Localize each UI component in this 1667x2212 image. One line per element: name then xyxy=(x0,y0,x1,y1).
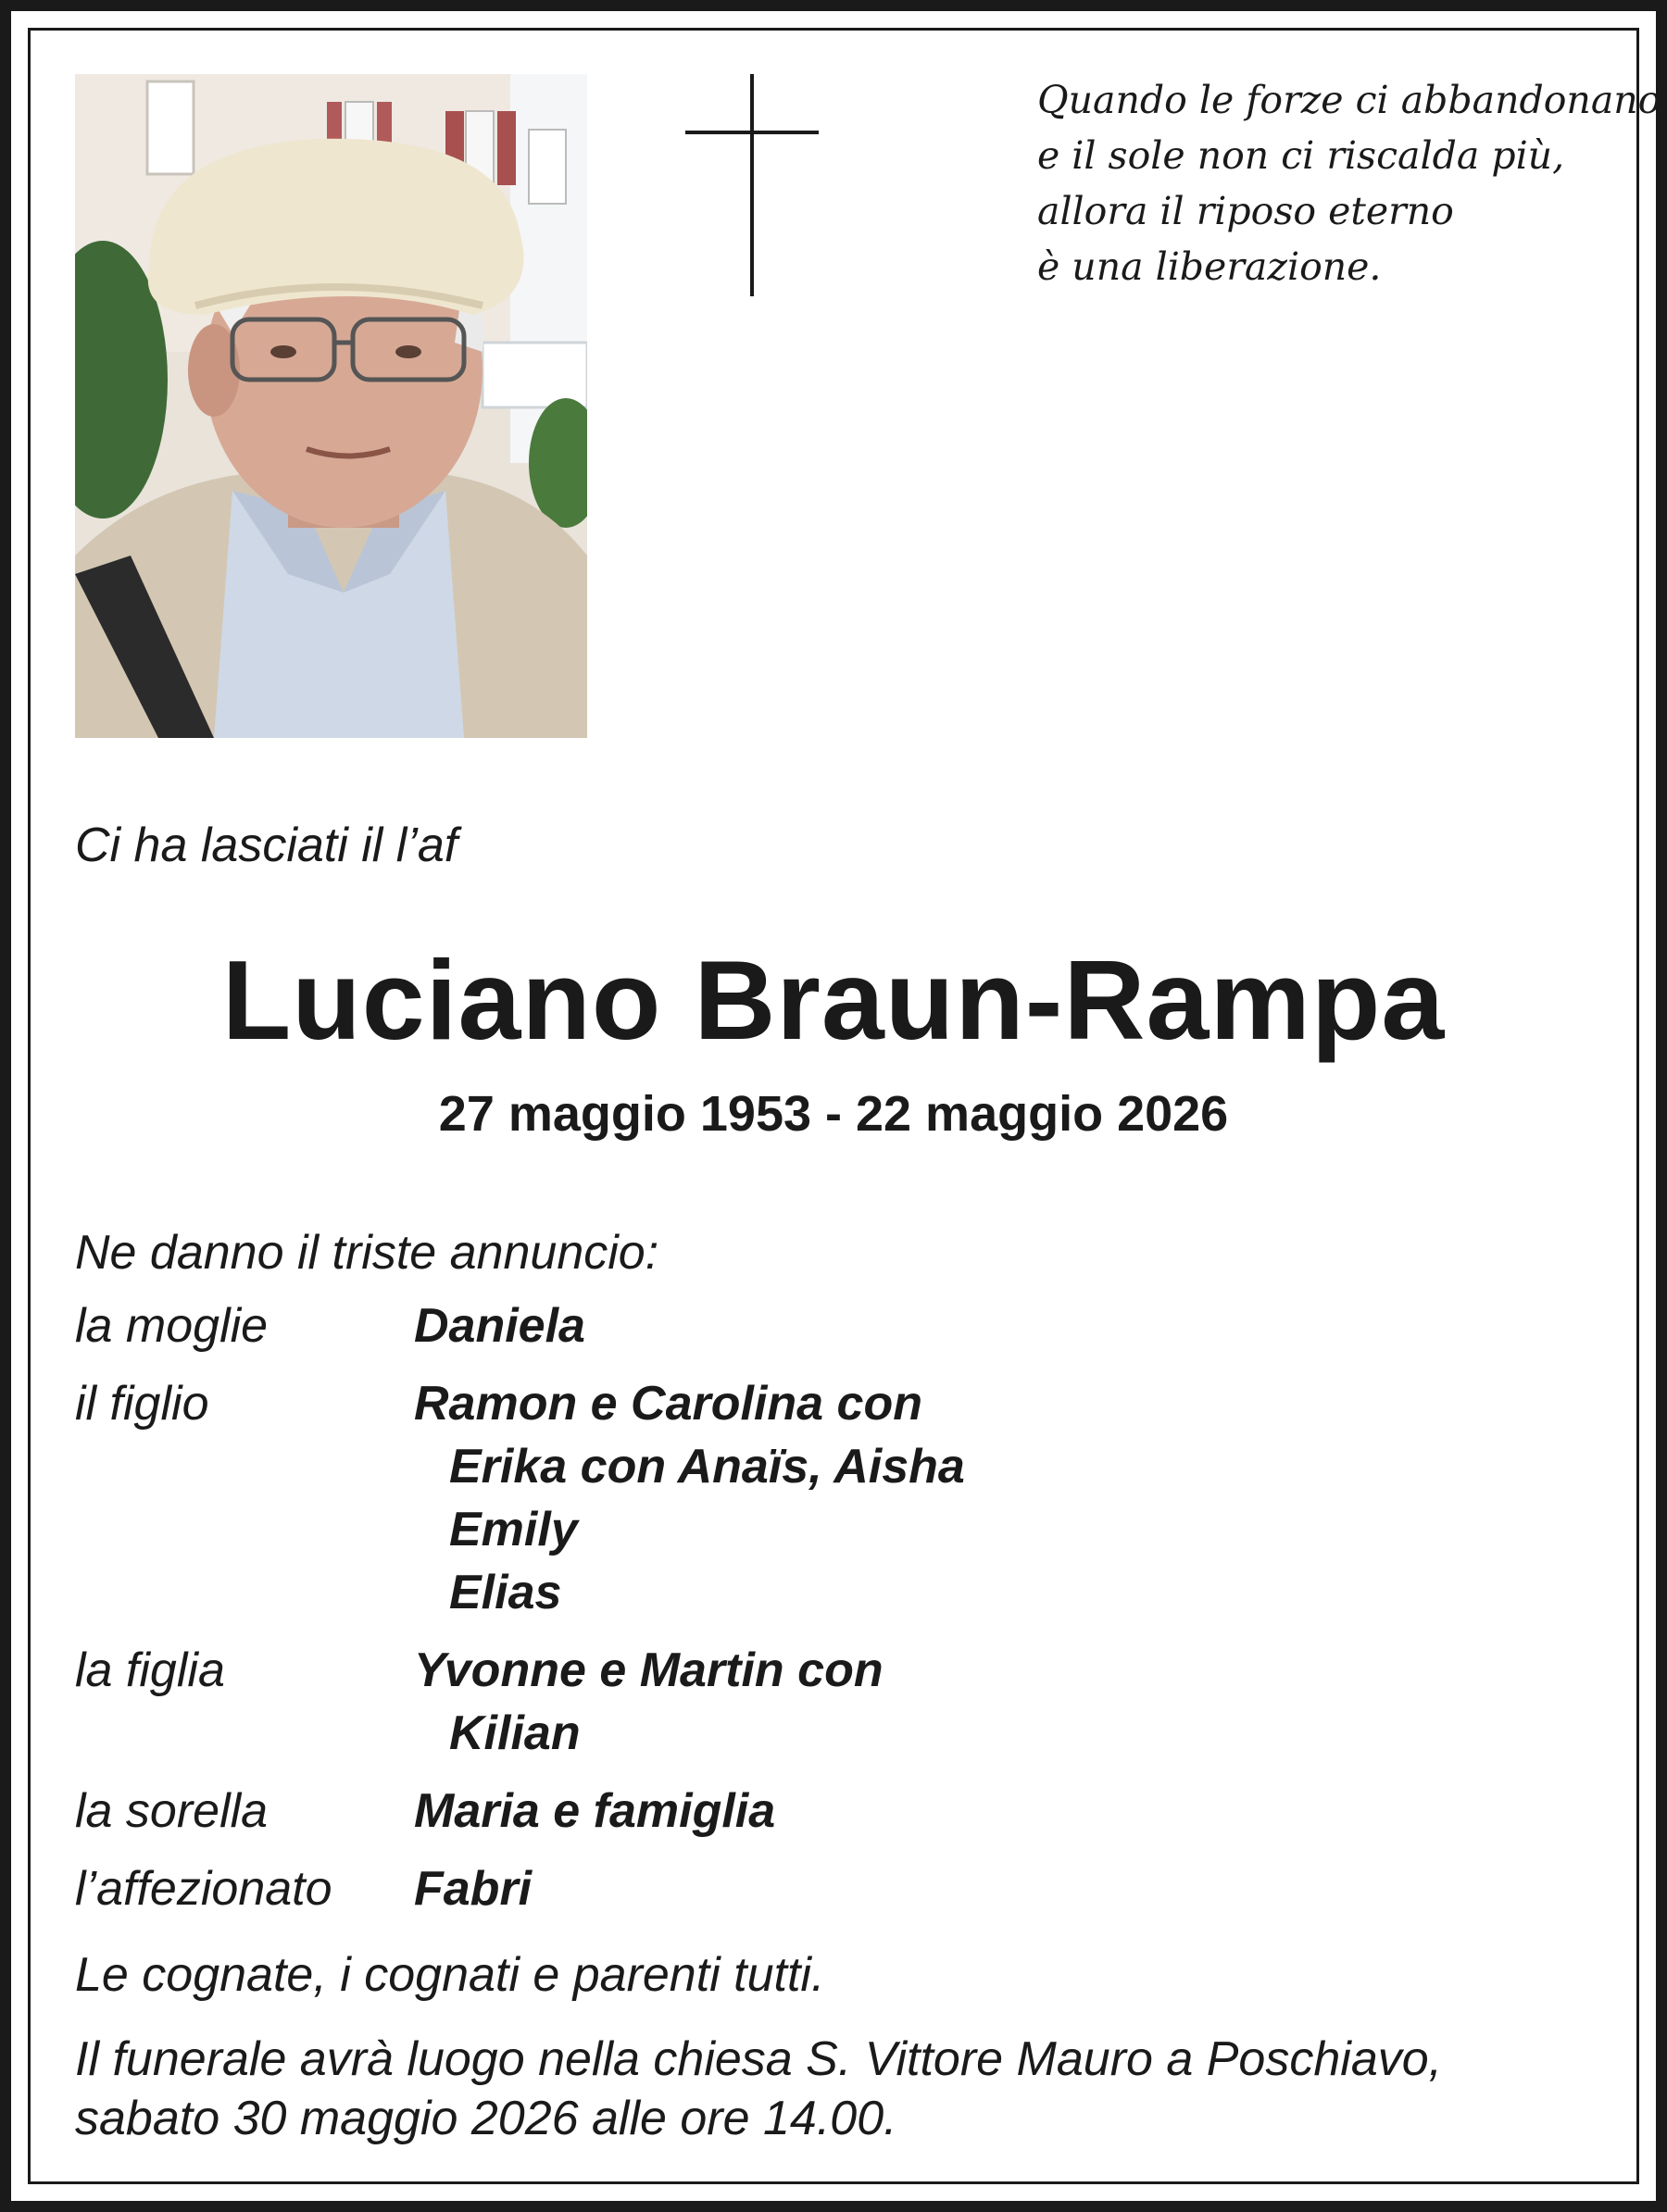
poem-line: e il sole non ci riscalda più, xyxy=(1037,133,1565,178)
intro-text: Ci ha lasciati il l’af xyxy=(75,819,458,872)
relation-label: la figlia xyxy=(75,1643,225,1697)
family-name: Daniela xyxy=(414,1299,585,1353)
cross-symbol xyxy=(685,74,819,296)
relation-label: la sorella xyxy=(75,1784,269,1838)
family-name: Erika con Anaïs, Aisha xyxy=(449,1440,965,1493)
family-name: Yvonne e Martin con xyxy=(414,1643,884,1697)
life-dates: 27 maggio 1953 - 22 maggio 2026 xyxy=(438,1086,1229,1142)
relation-names xyxy=(414,1294,585,1357)
poem-line: allora il riposo eterno xyxy=(1037,189,1454,233)
family-name: Emily xyxy=(449,1503,578,1556)
family-name: Ramon e Carolina con xyxy=(414,1377,922,1431)
family-row-friend xyxy=(75,1857,965,1920)
relation-label: il figlio xyxy=(75,1377,209,1431)
family-name: Elias xyxy=(449,1566,562,1619)
family-list xyxy=(75,1294,965,1920)
relation-label: l’affezionato xyxy=(75,1862,332,1916)
family-name: Maria e famiglia xyxy=(414,1784,776,1838)
relatives-text: Le cognate, i cognati e parenti tutti. xyxy=(75,1948,825,2002)
relation-names xyxy=(414,1780,775,1843)
portrait-photo xyxy=(75,74,587,738)
poem-line: è una liberazione. xyxy=(1037,244,1382,289)
cross-vertical-bar xyxy=(750,74,754,296)
poem xyxy=(1037,72,1661,294)
announcement-heading: Ne danno il triste annuncio: xyxy=(75,1226,659,1280)
funeral-line: sabato 30 maggio 2026 alle ore 14.00. xyxy=(75,2092,897,2145)
family-name: Fabri xyxy=(414,1862,533,1916)
funeral-line: Il funerale avrà luogo nella chiesa S. Vittore Mauro a Poschiavo, xyxy=(75,2032,1443,2086)
poem-line: Quando le forze ci abbandonano xyxy=(1037,78,1661,122)
family-row-wife xyxy=(75,1294,965,1357)
family-name: Kilian xyxy=(449,1706,581,1760)
cross-horizontal-bar xyxy=(685,131,819,134)
relation-names xyxy=(414,1372,965,1624)
family-row-son xyxy=(75,1372,965,1624)
family-row-daughter xyxy=(75,1639,965,1765)
funeral-info xyxy=(75,2030,1442,2148)
family-row-sister xyxy=(75,1780,965,1843)
relation-names xyxy=(414,1639,884,1765)
relation-label: la moglie xyxy=(75,1299,269,1353)
relation-names xyxy=(414,1857,532,1920)
deceased-name: Luciano Braun-Rampa xyxy=(221,937,1446,1063)
